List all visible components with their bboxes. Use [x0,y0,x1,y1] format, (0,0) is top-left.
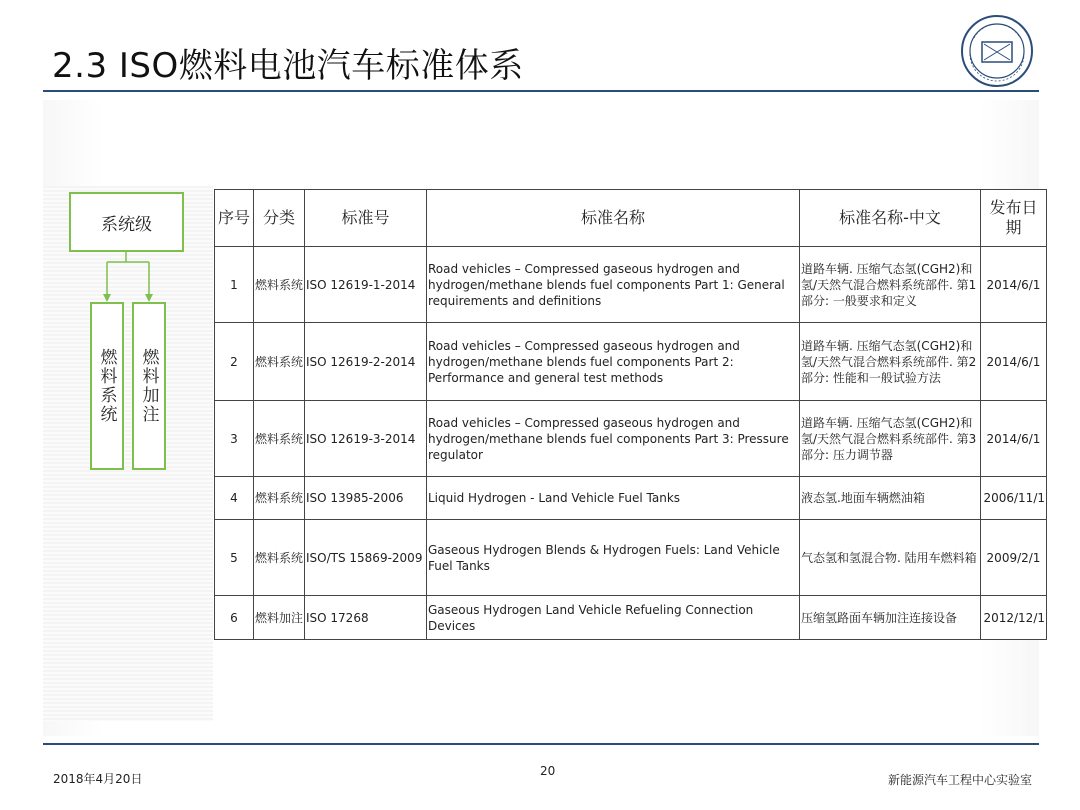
page-number: 20 [540,764,556,778]
header-name: 标准名称 [427,190,800,247]
table-row [215,477,1047,520]
cell-name: Gaseous Hydrogen Land Vehicle Refueling Connection Devices [427,596,800,640]
cell-date: 2012/12/1 [981,596,1047,640]
footer-organization: 新能源汽车工程中心实验室 [888,773,1033,787]
fuel-system-label: 燃料系统 [96,348,117,424]
header-no: 序号 [215,190,254,247]
university-seal-logo [960,14,1034,88]
cell-name-cn: 液态氢.地面车辆燃油箱 [800,477,981,520]
cell-code: ISO/TS 15869-2009 [305,520,427,596]
cell-code: ISO 17268 [305,596,427,640]
table-row [215,520,1047,596]
cell-date: 2014/6/1 [981,401,1047,477]
header-date: 发布日期 [981,190,1047,247]
cell-name: Liquid Hydrogen - Land Vehicle Fuel Tanks [427,477,800,520]
footer-divider [43,743,1039,745]
cell-code: ISO 12619-3-2014 [305,401,427,477]
cell-name: Road vehicles – Compressed gaseous hydrogen and hydrogen/methane blends fuel components Part 1: General requirements and definitions [427,247,800,323]
cell-name: Road vehicles – Compressed gaseous hydrogen and hydrogen/methane blends fuel components Part 3: Pressure regulator [427,401,800,477]
cell-no: 6 [215,596,254,640]
cell-no: 2 [215,323,254,401]
cell-category: 燃料系统 [254,247,305,323]
cell-category: 燃料系统 [254,520,305,596]
cell-no: 3 [215,401,254,477]
cell-name-cn: 道路车辆. 压缩气态氢(CGH2)和氢/天然气混合燃料系统部件. 第2部分: 性能和一般试验方法 [800,323,981,401]
cell-name: Gaseous Hydrogen Blends & Hydrogen Fuels: Land Vehicle Fuel Tanks [427,520,800,596]
system-level-label: 系统级 [101,214,152,235]
cell-name-cn: 压缩氢路面车辆加注连接设备 [800,596,981,640]
cell-name: Road vehicles – Compressed gaseous hydrogen and hydrogen/methane blends fuel components Part 2: Performance and general test methods [427,323,800,401]
standards-table [214,189,1047,640]
header-name-cn: 标准名称-中文 [800,190,981,247]
cell-category: 燃料系统 [254,477,305,520]
cell-no: 5 [215,520,254,596]
header-code: 标准号 [305,190,427,247]
table-row [215,596,1047,640]
header-divider [43,90,1039,92]
table-row [215,247,1047,323]
cell-date: 2014/6/1 [981,323,1047,401]
cell-category: 燃料系统 [254,323,305,401]
fuel-system-box [90,302,124,470]
cell-name-cn: 气态氢和氢混合物. 陆用车燃料箱 [800,520,981,596]
table-row [215,323,1047,401]
system-level-box [69,192,184,252]
slide-title: 2.3 ISO燃料电池汽车标准体系 [52,46,524,86]
table-row [215,401,1047,477]
cell-code: ISO 12619-1-2014 [305,247,427,323]
cell-name-cn: 道路车辆. 压缩气态氢(CGH2)和氢/天然气混合燃料系统部件. 第1部分: 一般要求和定义 [800,247,981,323]
cell-category: 燃料加注 [254,596,305,640]
fuel-refueling-label: 燃料加注 [138,348,159,424]
diagram-background [43,186,213,721]
cell-name-cn: 道路车辆. 压缩气态氢(CGH2)和氢/天然气混合燃料系统部件. 第3部分: 压力调节器 [800,401,981,477]
cell-no: 4 [215,477,254,520]
cell-date: 2006/11/1 [981,477,1047,520]
cell-category: 燃料系统 [254,401,305,477]
fuel-refueling-box [132,302,166,470]
footer-date: 2018年4月20日 [53,772,143,786]
table-header-row [215,190,1047,247]
header-category: 分类 [254,190,305,247]
cell-no: 1 [215,247,254,323]
cell-date: 2009/2/1 [981,520,1047,596]
cell-date: 2014/6/1 [981,247,1047,323]
cell-code: ISO 12619-2-2014 [305,323,427,401]
cell-code: ISO 13985-2006 [305,477,427,520]
